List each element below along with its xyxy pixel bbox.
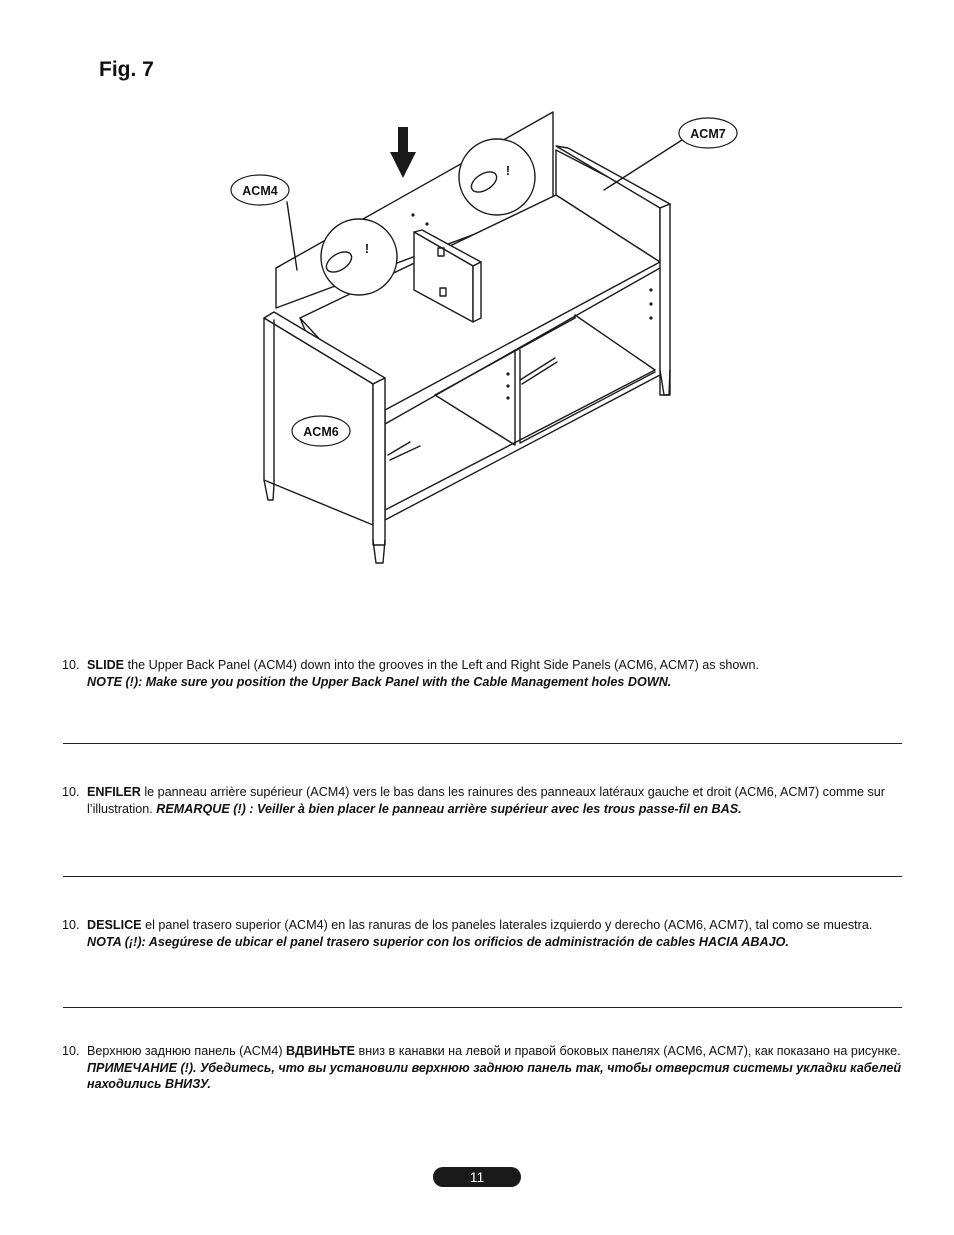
- instruction-segment: the Upper Back Panel (ACM4) down into the grooves in the Left and Right Side Panels (ACM6, ACM7) as shown.: [124, 658, 760, 672]
- warning-mark-left: !: [364, 242, 370, 256]
- note-text: ПРИМЕЧАНИЕ (!). Убедитесь, что вы установили верхнюю заднюю панель так, чтобы отверстия системы укладки кабелей находились ВНИЗУ.: [87, 1060, 902, 1091]
- instruction-russian: [62, 1043, 902, 1093]
- instruction-french: [62, 784, 902, 817]
- action-verb: SLIDE: [87, 658, 125, 672]
- instruction-segment: el panel trasero superior (ACM4) en las ranuras de los paneles laterales izquierdo y derecho (ACM6, ACM7), tal como se muestra.: [141, 918, 873, 932]
- step-number: 10.: [62, 785, 80, 799]
- note-text: REMARQUE (!) : Veiller à bien placer le panneau arrière supérieur avec les trous passe-fil en BAS.: [156, 801, 742, 816]
- instruction-segment: вниз в канавки на левой и правой боковых панелях (ACM6, ACM7), как показано на рисунке.: [355, 1044, 901, 1058]
- note-text: NOTE (!): Make sure you position the Upper Back Panel with the Cable Management holes DOWN.: [87, 674, 672, 689]
- action-verb: ENFILER: [87, 785, 141, 799]
- action-verb: ВДВИНЬТЕ: [286, 1044, 356, 1058]
- divider: [63, 1007, 902, 1008]
- instruction-text: [87, 784, 902, 817]
- callout-acm6: [292, 416, 350, 446]
- step-number: 10.: [62, 918, 80, 932]
- figure-title: Fig. 7: [99, 58, 154, 81]
- label-acm7: ACM7: [690, 127, 726, 141]
- page-number: 11: [433, 1167, 521, 1187]
- instruction-text: [87, 917, 902, 950]
- divider: [63, 876, 902, 877]
- note-text: NOTA (¡!): Asegúrese de ubicar el panel trasero superior con los orificios de administración de cables HACIA ABAJO.: [87, 934, 789, 949]
- instruction-text: [87, 1043, 902, 1093]
- instruction-segment: Верхнюю заднюю панель (ACM4): [87, 1044, 287, 1058]
- instruction-spanish: [62, 917, 902, 950]
- callout-acm7: [679, 118, 737, 148]
- label-acm4: ACM4: [242, 184, 278, 198]
- step-number: 10.: [62, 658, 80, 672]
- instruction-text: [87, 657, 902, 690]
- instruction-english: [62, 657, 902, 690]
- label-acm6: ACM6: [303, 425, 339, 439]
- warning-mark-right: !: [505, 164, 511, 178]
- step-number: 10.: [62, 1044, 80, 1058]
- slide-down-arrow: [390, 127, 416, 178]
- instruction-segment: le panneau arrière supérieur (ACM4) vers le bas dans les rainures des panneaux latéraux gauche et droit (ACM6, ACM7) comme sur l’illustration.: [87, 785, 885, 816]
- divider: [63, 743, 902, 744]
- action-verb: DESLICE: [87, 918, 142, 932]
- callout-acm4: [231, 175, 289, 205]
